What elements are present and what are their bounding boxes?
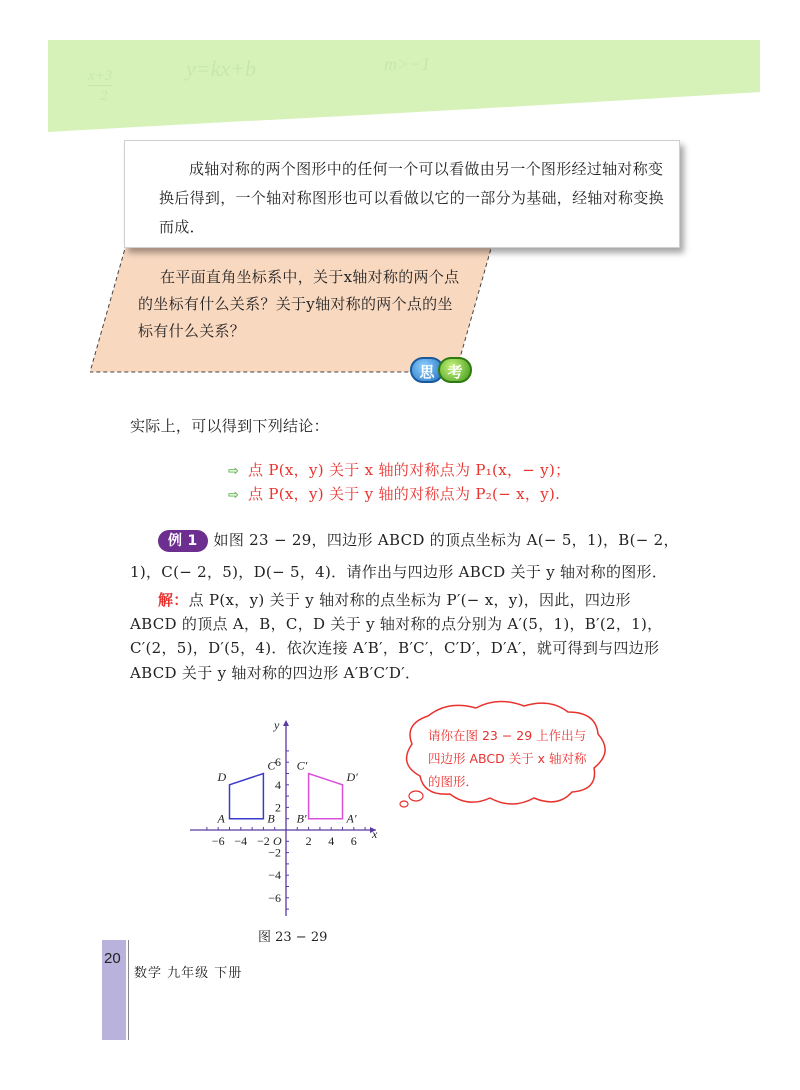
solution-label: 解： [158,591,189,609]
vertex-label: C′ [296,758,308,773]
example-problem-line: 1)，C(− 2，5)，D(− 5，4)．请作出与四边形 ABCD 关于 y 轴对称的图形． [130,563,668,581]
x-axis-label: x [372,827,378,841]
solution-text: 点 P(x，y) 关于 y 轴对称的点坐标为 P′(− x，y)，因此，四边形 [188,591,631,609]
example-problem-text: 如图 23 − 29，四边形 ABCD 的顶点坐标为 A(− 5，1)，B(− 2， [213,531,679,549]
y-axis-label: y [274,718,280,732]
book-title: 数学 九年级 下册 [134,966,243,981]
conclusion-item [228,460,570,482]
y-tick-label: 6 [275,755,281,770]
think-badge-char: 思 [410,357,444,383]
x-tick-label: 2 [305,834,312,848]
vertex-label: A [217,811,225,826]
concept-box [124,140,680,248]
think-question: 在平面直角坐标系中，关于x轴对称的两个点的坐标有什么关系？关于y轴对称的两个点的坐标有什么关系？ [138,268,460,340]
vertex-label: A′ [346,811,357,826]
solution-line: ABCD 关于 y 轴对称的四边形 A′B′C′D′． [130,664,421,682]
vertex-label: B′ [296,811,307,826]
think-badge-char: 考 [438,357,472,383]
y-tick-label: −4 [268,868,281,883]
cloud-text: 请你在图 23 − 29 上作出与四边形 ABCD 关于 x 轴对称的图形． [428,728,587,789]
x-tick-label: −2 [257,834,270,848]
coordinate-graph [188,716,388,926]
header-formula: x+3 [88,68,113,84]
header-formula: 2 [100,88,108,104]
header-formula: y=kx+b [186,56,256,81]
vertex-label: D [217,769,227,784]
example-problem-line [158,530,679,552]
footer-divider [128,940,129,1040]
solution-line [158,590,631,610]
origin-label: O [273,834,282,848]
quadrilateral-abcd [230,774,264,819]
x-tick-label: −4 [234,834,248,848]
vertex-label: B [267,811,275,826]
conclusion-text: 点 P(x，y) 关于 y 轴的对称点为 P₂(− x，y). [248,485,561,503]
solution-line: ABCD 的顶点 A，B，C，D 关于 y 轴对称的点分别为 A′(5，1)，B′(2，1)， [130,615,663,633]
x-tick-label: −6 [211,834,225,848]
concept-text: 成轴对称的两个图形中的任何一个可以看做由另一个图形经过轴对称变换后得到，一个轴对称图形也可以看做以它的一部分为基础，经轴对称变换而成． [159,160,664,236]
conclusion-intro: 实际上，可以得到下列结论： [130,417,329,435]
y-tick-label: 2 [275,800,281,815]
figure-caption: 图 23 − 29 [258,930,328,945]
vertex-label: D′ [346,769,358,784]
header-formula: m>−1 [384,54,431,74]
y-tick-label: −6 [268,890,281,905]
conclusion-item [228,484,560,506]
conclusion-text: 点 P(x，y) 关于 x 轴的对称点为 P₁(x，− y)； [248,461,571,479]
solution-line: C′(2，5)，D′(5，4)．依次连接 A′B′，B′C′，C′D′，D′A′，就可得到与四边形 [130,639,660,657]
page-number: 20 [104,950,121,967]
y-tick-label: 4 [275,777,281,792]
quadrilateral-a-prime [309,774,343,819]
header-band [48,40,760,132]
double-arrow-icon: ⇨ [228,488,240,503]
x-tick-label: 4 [328,834,335,848]
vertex-label: C [267,758,276,773]
x-tick-label: 6 [350,834,357,848]
example-badge: 例 1 [158,530,208,552]
double-arrow-icon: ⇨ [228,464,240,479]
y-tick-label: −2 [268,845,281,860]
y-axis-arrow [283,720,289,726]
